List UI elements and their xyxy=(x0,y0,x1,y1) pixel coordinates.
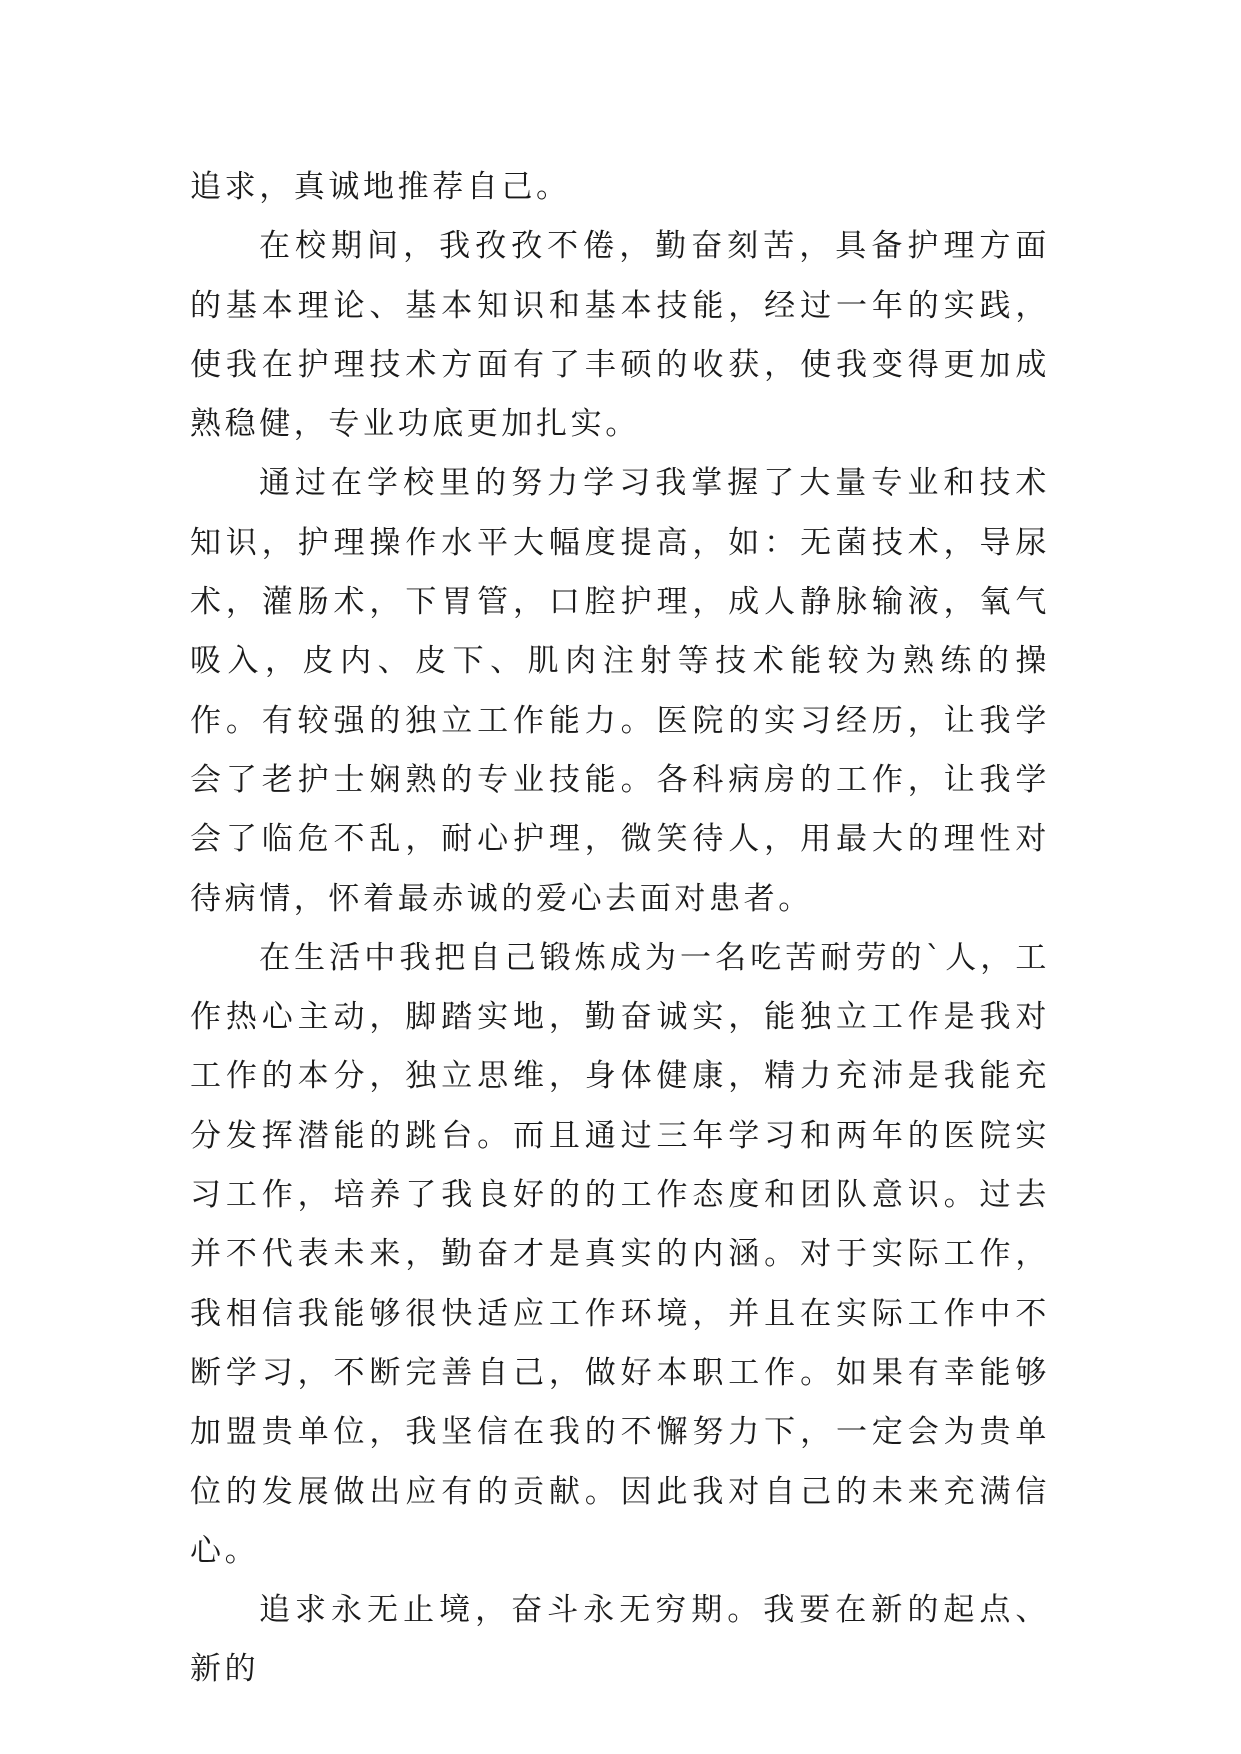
paragraph-4: 在生活中我把自己锻炼成为一名吃苦耐劳的`人，工作热心主动，脚踏实地，勤奋诚实，能独立工作是我对工作的本分，独立思维，身体健康，精力充沛是我能充分发挥潜能的跳台。而且通过三年学习和两年的医院实习工作，培养了我良好的的工作态度和团队意识。过去并不代表未来，勤奋才是真实的内涵。对于实际工作，我相信我能够很快适应工作环境，并且在实际工作中不断学习，不断完善自己，做好本职工作。如果有幸能够加盟贵单位，我坚信在我的不懈努力下，一定会为贵单位的发展做出应有的贡献。因此我对自己的未来充满信心。 xyxy=(190,939,1050,1569)
document-body xyxy=(190,158,1050,1700)
paragraph-5: 追求永无止境，奋斗永无穷期。我要在新的起点、新的 xyxy=(190,1592,1050,1688)
paragraph-1: 追求，真诚地推荐自己。 xyxy=(190,169,571,205)
paragraph-3: 通过在学校里的努力学习我掌握了大量专业和技术知识，护理操作水平大幅度提高，如：无菌技术，导尿术，灌肠术，下胃管，口腔护理，成人静脉输液，氧气吸入，皮内、皮下、肌肉注射等技术能较为熟练的操作。有较强的独立工作能力。医院的实习经历，让我学会了老护士娴熟的专业技能。各科病房的工作，让我学会了临危不乱，耐心护理，微笑待人，用最大的理性对待病情，怀着最赤诚的爱心去面对患者。 xyxy=(190,465,1050,917)
paragraph-2: 在校期间，我孜孜不倦，勤奋刻苦，具备护理方面的基本理论、基本知识和基本技能，经过一年的实践，使我在护理技术方面有了丰硕的收获，使我变得更加成熟稳健，专业功底更加扎实。 xyxy=(190,228,1050,443)
